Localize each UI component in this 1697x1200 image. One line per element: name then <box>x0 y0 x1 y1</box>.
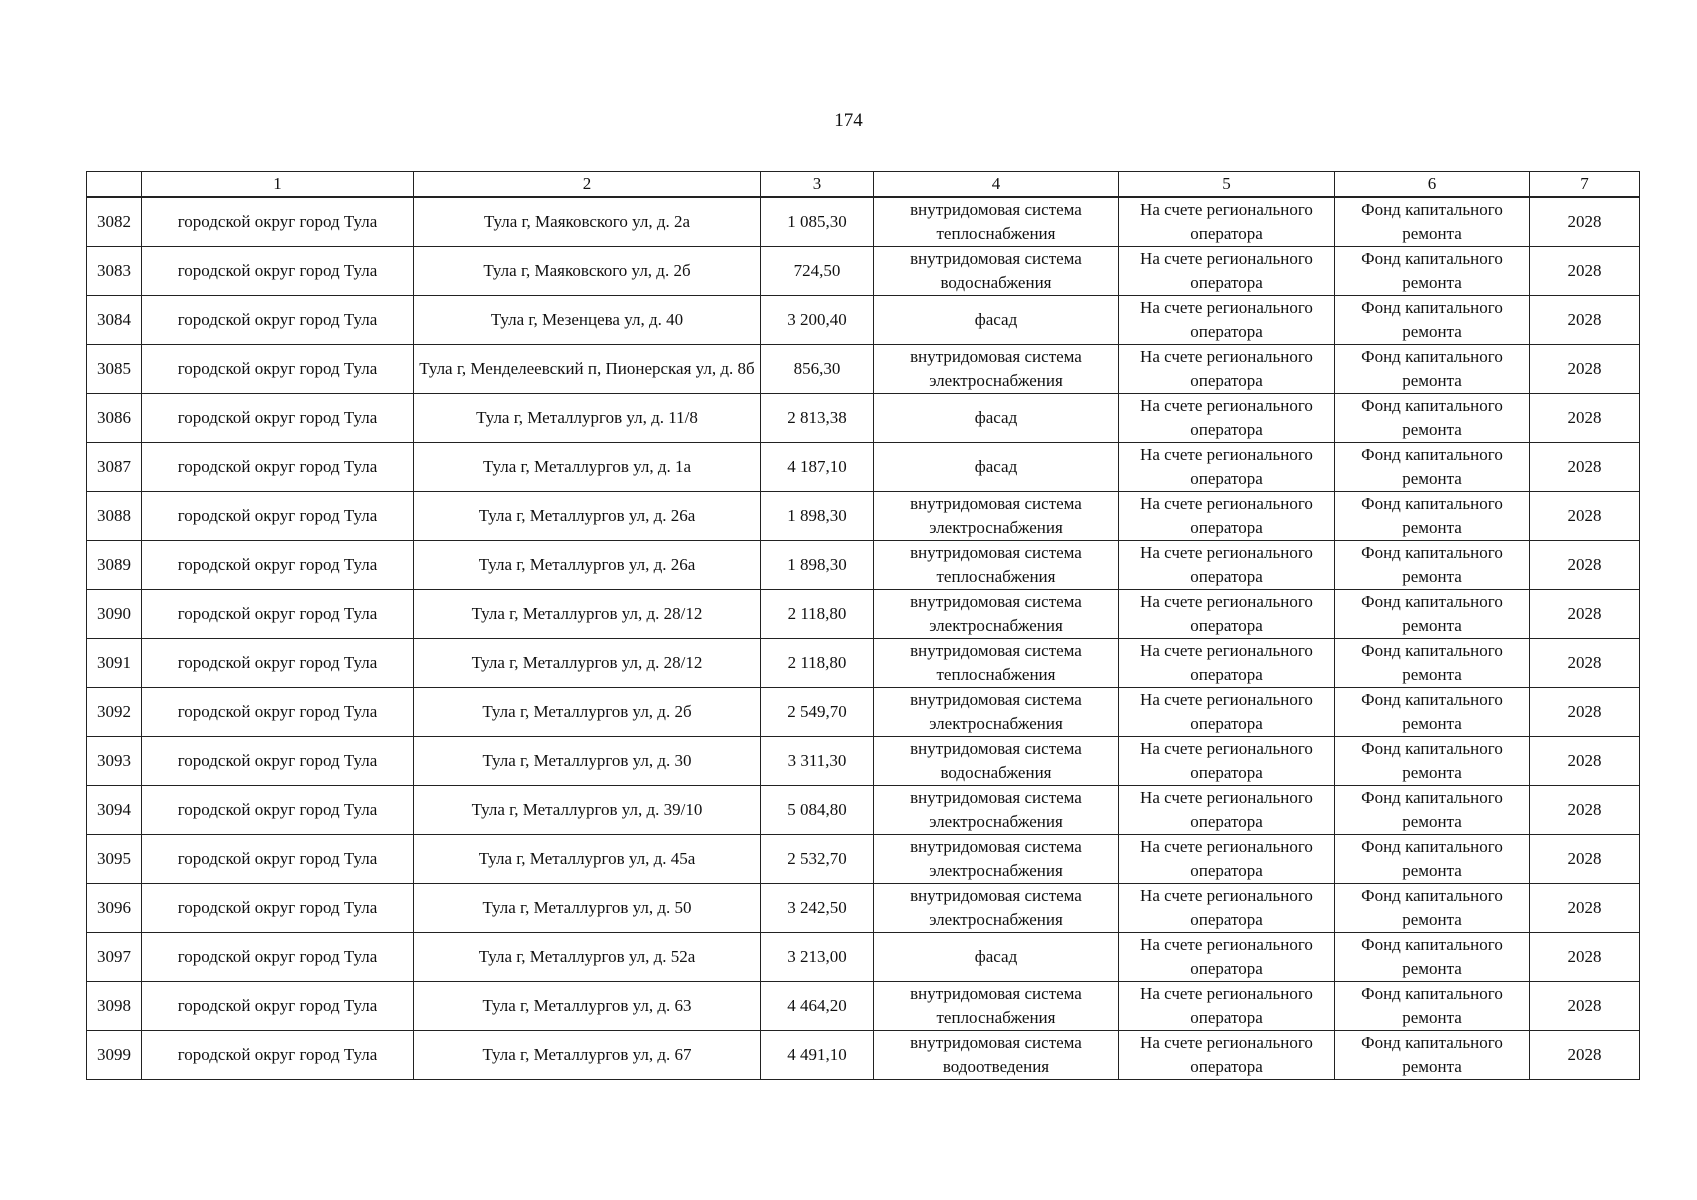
district-cell: городской округ город Тула <box>142 688 414 737</box>
account-cell: На счете регионального оператора <box>1119 982 1335 1031</box>
row-number-cell: 3087 <box>87 443 142 492</box>
header-cell-2: 2 <box>414 172 761 198</box>
row-number-cell: 3097 <box>87 933 142 982</box>
row-number-cell: 3098 <box>87 982 142 1031</box>
area-cell: 5 084,80 <box>761 786 874 835</box>
table-row <box>87 982 1640 1031</box>
address-cell: Тула г, Металлургов ул, д. 1а <box>414 443 761 492</box>
district-cell: городской округ город Тула <box>142 541 414 590</box>
year-cell: 2028 <box>1530 492 1640 541</box>
row-number-cell: 3089 <box>87 541 142 590</box>
work-type-cell: внутридомовая система теплоснабжения <box>874 639 1119 688</box>
area-cell: 4 491,10 <box>761 1031 874 1080</box>
account-cell: На счете регионального оператора <box>1119 688 1335 737</box>
funding-source-cell: Фонд капитального ремонта <box>1335 835 1530 884</box>
work-type-cell: фасад <box>874 394 1119 443</box>
year-cell: 2028 <box>1530 982 1640 1031</box>
account-cell: На счете регионального оператора <box>1119 639 1335 688</box>
work-type-cell: внутридомовая система водоснабжения <box>874 737 1119 786</box>
table-row <box>87 247 1640 296</box>
area-cell: 856,30 <box>761 345 874 394</box>
account-cell: На счете регионального оператора <box>1119 345 1335 394</box>
district-cell: городской округ город Тула <box>142 786 414 835</box>
table-row <box>87 492 1640 541</box>
area-cell: 4 464,20 <box>761 982 874 1031</box>
funding-source-cell: Фонд капитального ремонта <box>1335 443 1530 492</box>
area-cell: 3 311,30 <box>761 737 874 786</box>
address-cell: Тула г, Металлургов ул, д. 28/12 <box>414 639 761 688</box>
row-number-cell: 3095 <box>87 835 142 884</box>
table-row <box>87 884 1640 933</box>
area-cell: 2 532,70 <box>761 835 874 884</box>
area-cell: 1 085,30 <box>761 197 874 247</box>
funding-source-cell: Фонд капитального ремонта <box>1335 492 1530 541</box>
table-row <box>87 197 1640 247</box>
work-type-cell: внутридомовая система электроснабжения <box>874 884 1119 933</box>
address-cell: Тула г, Металлургов ул, д. 50 <box>414 884 761 933</box>
area-cell: 4 187,10 <box>761 443 874 492</box>
year-cell: 2028 <box>1530 197 1640 247</box>
funding-source-cell: Фонд капитального ремонта <box>1335 247 1530 296</box>
district-cell: городской округ город Тула <box>142 933 414 982</box>
row-number-cell: 3084 <box>87 296 142 345</box>
funding-source-cell: Фонд капитального ремонта <box>1335 737 1530 786</box>
row-number-cell: 3082 <box>87 197 142 247</box>
district-cell: городской округ город Тула <box>142 247 414 296</box>
funding-source-cell: Фонд капитального ремонта <box>1335 933 1530 982</box>
district-cell: городской округ город Тула <box>142 982 414 1031</box>
account-cell: На счете регионального оператора <box>1119 1031 1335 1080</box>
table-body <box>87 197 1640 1080</box>
header-cell-index <box>87 172 142 198</box>
row-number-cell: 3091 <box>87 639 142 688</box>
table-row <box>87 296 1640 345</box>
header-cell-3: 3 <box>761 172 874 198</box>
funding-source-cell: Фонд капитального ремонта <box>1335 1031 1530 1080</box>
table-row <box>87 639 1640 688</box>
funding-source-cell: Фонд капитального ремонта <box>1335 296 1530 345</box>
district-cell: городской округ город Тула <box>142 737 414 786</box>
account-cell: На счете регионального оператора <box>1119 296 1335 345</box>
year-cell: 2028 <box>1530 639 1640 688</box>
account-cell: На счете регионального оператора <box>1119 737 1335 786</box>
row-number-cell: 3086 <box>87 394 142 443</box>
funding-source-cell: Фонд капитального ремонта <box>1335 688 1530 737</box>
district-cell: городской округ город Тула <box>142 590 414 639</box>
account-cell: На счете регионального оператора <box>1119 541 1335 590</box>
table-row <box>87 688 1640 737</box>
address-cell: Тула г, Металлургов ул, д. 28/12 <box>414 590 761 639</box>
district-cell: городской округ город Тула <box>142 443 414 492</box>
address-cell: Тула г, Металлургов ул, д. 26а <box>414 492 761 541</box>
address-cell: Тула г, Металлургов ул, д. 2б <box>414 688 761 737</box>
area-cell: 2 813,38 <box>761 394 874 443</box>
area-cell: 1 898,30 <box>761 541 874 590</box>
funding-source-cell: Фонд капитального ремонта <box>1335 197 1530 247</box>
row-number-cell: 3094 <box>87 786 142 835</box>
header-cell-1: 1 <box>142 172 414 198</box>
address-cell: Тула г, Металлургов ул, д. 11/8 <box>414 394 761 443</box>
district-cell: городской округ город Тула <box>142 492 414 541</box>
table-row <box>87 786 1640 835</box>
district-cell: городской округ город Тула <box>142 835 414 884</box>
account-cell: На счете регионального оператора <box>1119 197 1335 247</box>
area-cell: 1 898,30 <box>761 492 874 541</box>
account-cell: На счете регионального оператора <box>1119 443 1335 492</box>
area-cell: 2 118,80 <box>761 590 874 639</box>
work-type-cell: внутридомовая система водоотведения <box>874 1031 1119 1080</box>
address-cell: Тула г, Металлургов ул, д. 52а <box>414 933 761 982</box>
year-cell: 2028 <box>1530 884 1640 933</box>
row-number-cell: 3096 <box>87 884 142 933</box>
row-number-cell: 3092 <box>87 688 142 737</box>
funding-source-cell: Фонд капитального ремонта <box>1335 590 1530 639</box>
header-cell-6: 6 <box>1335 172 1530 198</box>
work-type-cell: внутридомовая система теплоснабжения <box>874 197 1119 247</box>
year-cell: 2028 <box>1530 737 1640 786</box>
funding-source-cell: Фонд капитального ремонта <box>1335 884 1530 933</box>
work-type-cell: фасад <box>874 933 1119 982</box>
area-cell: 3 242,50 <box>761 884 874 933</box>
year-cell: 2028 <box>1530 688 1640 737</box>
row-number-cell: 3093 <box>87 737 142 786</box>
district-cell: городской округ город Тула <box>142 394 414 443</box>
funding-source-cell: Фонд капитального ремонта <box>1335 541 1530 590</box>
table-row <box>87 737 1640 786</box>
district-cell: городской округ город Тула <box>142 296 414 345</box>
year-cell: 2028 <box>1530 296 1640 345</box>
area-cell: 2 549,70 <box>761 688 874 737</box>
row-number-cell: 3090 <box>87 590 142 639</box>
page-number: 174 <box>834 110 863 131</box>
row-number-cell: 3083 <box>87 247 142 296</box>
work-type-cell: фасад <box>874 443 1119 492</box>
funding-source-cell: Фонд капитального ремонта <box>1335 639 1530 688</box>
address-cell: Тула г, Мезенцева ул, д. 40 <box>414 296 761 345</box>
header-cell-7: 7 <box>1530 172 1640 198</box>
table-row <box>87 1031 1640 1080</box>
account-cell: На счете регионального оператора <box>1119 247 1335 296</box>
year-cell: 2028 <box>1530 786 1640 835</box>
funding-source-cell: Фонд капитального ремонта <box>1335 345 1530 394</box>
district-cell: городской округ город Тула <box>142 884 414 933</box>
area-cell: 724,50 <box>761 247 874 296</box>
account-cell: На счете регионального оператора <box>1119 835 1335 884</box>
row-number-cell: 3088 <box>87 492 142 541</box>
address-cell: Тула г, Менделеевский п, Пионерская ул, д. 8б <box>414 345 761 394</box>
table-row <box>87 394 1640 443</box>
work-type-cell: внутридомовая система электроснабжения <box>874 492 1119 541</box>
account-cell: На счете регионального оператора <box>1119 590 1335 639</box>
work-type-cell: внутридомовая система теплоснабжения <box>874 982 1119 1031</box>
table-row <box>87 443 1640 492</box>
work-type-cell: внутридомовая система электроснабжения <box>874 590 1119 639</box>
area-cell: 3 200,40 <box>761 296 874 345</box>
year-cell: 2028 <box>1530 933 1640 982</box>
address-cell: Тула г, Металлургов ул, д. 39/10 <box>414 786 761 835</box>
year-cell: 2028 <box>1530 247 1640 296</box>
capital-repair-table <box>86 171 1640 1080</box>
district-cell: городской округ город Тула <box>142 345 414 394</box>
header-row <box>87 172 1640 198</box>
work-type-cell: внутридомовая система водоснабжения <box>874 247 1119 296</box>
address-cell: Тула г, Маяковского ул, д. 2б <box>414 247 761 296</box>
table-row <box>87 835 1640 884</box>
address-cell: Тула г, Металлургов ул, д. 26а <box>414 541 761 590</box>
work-type-cell: внутридомовая система электроснабжения <box>874 835 1119 884</box>
row-number-cell: 3099 <box>87 1031 142 1080</box>
area-cell: 2 118,80 <box>761 639 874 688</box>
address-cell: Тула г, Металлургов ул, д. 45а <box>414 835 761 884</box>
row-number-cell: 3085 <box>87 345 142 394</box>
work-type-cell: внутридомовая система электроснабжения <box>874 345 1119 394</box>
year-cell: 2028 <box>1530 394 1640 443</box>
work-type-cell: внутридомовая система электроснабжения <box>874 786 1119 835</box>
table-row <box>87 933 1640 982</box>
work-type-cell: фасад <box>874 296 1119 345</box>
table-row <box>87 541 1640 590</box>
year-cell: 2028 <box>1530 345 1640 394</box>
funding-source-cell: Фонд капитального ремонта <box>1335 394 1530 443</box>
address-cell: Тула г, Маяковского ул, д. 2а <box>414 197 761 247</box>
address-cell: Тула г, Металлургов ул, д. 63 <box>414 982 761 1031</box>
header-cell-5: 5 <box>1119 172 1335 198</box>
work-type-cell: внутридомовая система теплоснабжения <box>874 541 1119 590</box>
area-cell: 3 213,00 <box>761 933 874 982</box>
year-cell: 2028 <box>1530 541 1640 590</box>
table-row <box>87 590 1640 639</box>
address-cell: Тула г, Металлургов ул, д. 30 <box>414 737 761 786</box>
account-cell: На счете регионального оператора <box>1119 492 1335 541</box>
address-cell: Тула г, Металлургов ул, д. 67 <box>414 1031 761 1080</box>
funding-source-cell: Фонд капитального ремонта <box>1335 786 1530 835</box>
funding-source-cell: Фонд капитального ремонта <box>1335 982 1530 1031</box>
account-cell: На счете регионального оператора <box>1119 884 1335 933</box>
year-cell: 2028 <box>1530 443 1640 492</box>
district-cell: городской округ город Тула <box>142 1031 414 1080</box>
account-cell: На счете регионального оператора <box>1119 394 1335 443</box>
district-cell: городской округ город Тула <box>142 197 414 247</box>
district-cell: городской округ город Тула <box>142 639 414 688</box>
account-cell: На счете регионального оператора <box>1119 933 1335 982</box>
table-row <box>87 345 1640 394</box>
year-cell: 2028 <box>1530 590 1640 639</box>
year-cell: 2028 <box>1530 1031 1640 1080</box>
work-type-cell: внутридомовая система электроснабжения <box>874 688 1119 737</box>
header-cell-4: 4 <box>874 172 1119 198</box>
year-cell: 2028 <box>1530 835 1640 884</box>
account-cell: На счете регионального оператора <box>1119 786 1335 835</box>
